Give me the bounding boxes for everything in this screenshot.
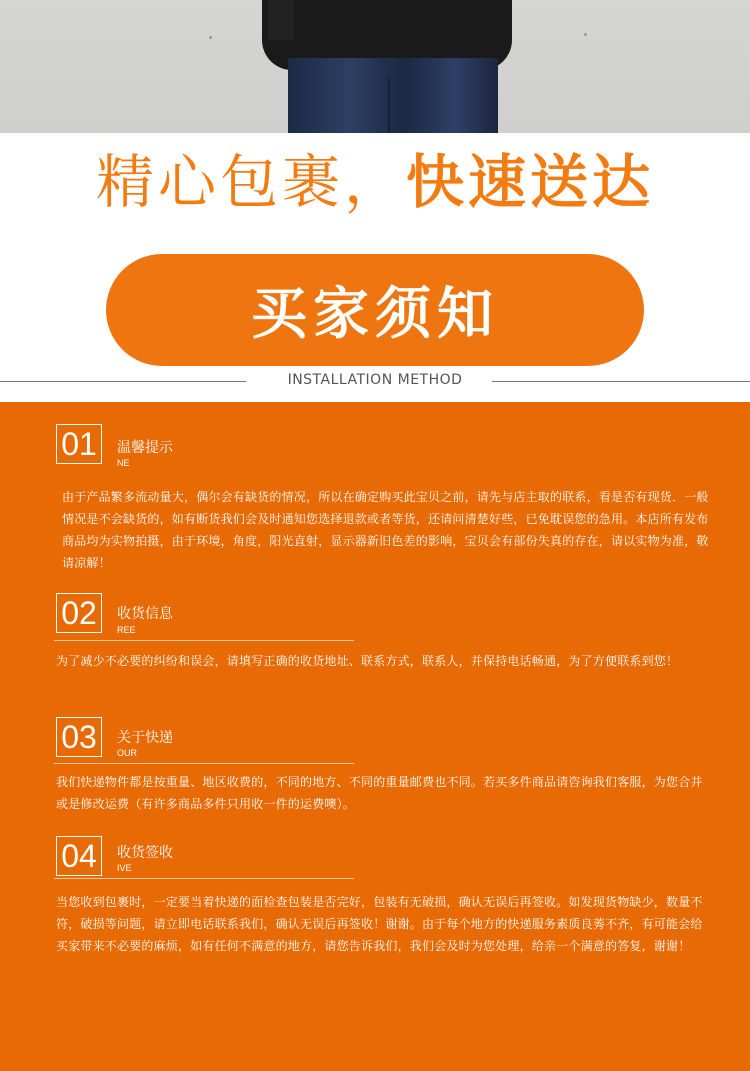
- divider-right: [492, 381, 750, 382]
- section-number: 03: [56, 717, 102, 757]
- headline-bold: 快速送达: [406, 148, 655, 216]
- buyer-notice-title: 买家须知: [251, 282, 499, 347]
- section-title: 温馨提示: [117, 440, 173, 456]
- photo-wall-dot: [584, 33, 587, 36]
- section-title: 关于快递: [117, 730, 173, 746]
- section-title: 收货签收: [117, 845, 173, 861]
- buyer-notice-banner: [106, 254, 644, 366]
- divider-label: INSTALLATION METHOD: [287, 372, 463, 388]
- section-divider: [54, 763, 354, 764]
- section-body: 我们快递物件都是按重量、地区收费的，不同的地方、不同的重量邮费也不同。若买多件商品请咨询我们客服，为您合并或是修改运费（有许多商品多件只用收一件的运费噢）。: [56, 775, 703, 811]
- section-subtitle: OUR: [117, 748, 137, 758]
- photo-arm: [268, 0, 294, 40]
- photo-jeans: [288, 58, 498, 133]
- headline: [0, 146, 750, 218]
- section-body: 当您收到包裹时，一定要当着快递的面检查包装是否完好，包装有无破损，确认无误后再签收。如发现货物缺少，数量不符，破损等问题，请立即电话联系我们，确认无误后再签收！谢谢。由于每个地方的快递服务素质良莠不齐，有可能会给买家带来不必要的麻烦，如有任何不满意的地方，请您告诉我们，我们会及时为您处理，给亲一个满意的答复，谢谢！: [56, 895, 703, 953]
- section-number: 01: [56, 424, 102, 464]
- section-subtitle: REE: [117, 625, 136, 635]
- section-subtitle: IVE: [117, 863, 132, 873]
- section-number: 02: [56, 593, 102, 633]
- section-divider: [54, 640, 354, 641]
- section-title: 收货信息: [117, 606, 173, 622]
- divider-left: [0, 381, 246, 382]
- section-body: 为了减少不必要的纠纷和误会，请填写正确的收货地址、联系方式，联系人，并保持电话畅通，为了方便联系到您！: [56, 654, 679, 668]
- product-photo: [0, 0, 750, 133]
- section-divider: [54, 878, 354, 879]
- section-body: 由于产品繁多流动量大，偶尔会有缺货的情况，所以在确定购买此宝贝之前，请先与店主取的联系，看是否有现货．一般情况是不会缺货的，如有断货我们会及时通知您选择退款或者等货，还请问清楚好些，已免耽误您的急用。本店所有发布商品均为实物拍摄，由于环境，角度，阳光直射，显示器新旧色差的影响，宝贝会有部份失真的存在，请以实物为准，敬请凉解！: [62, 490, 709, 570]
- section-number: 04: [56, 836, 102, 876]
- section-subtitle: NE: [117, 458, 130, 468]
- headline-light: 精心包裹，: [95, 148, 406, 216]
- photo-wall-dot: [209, 36, 212, 39]
